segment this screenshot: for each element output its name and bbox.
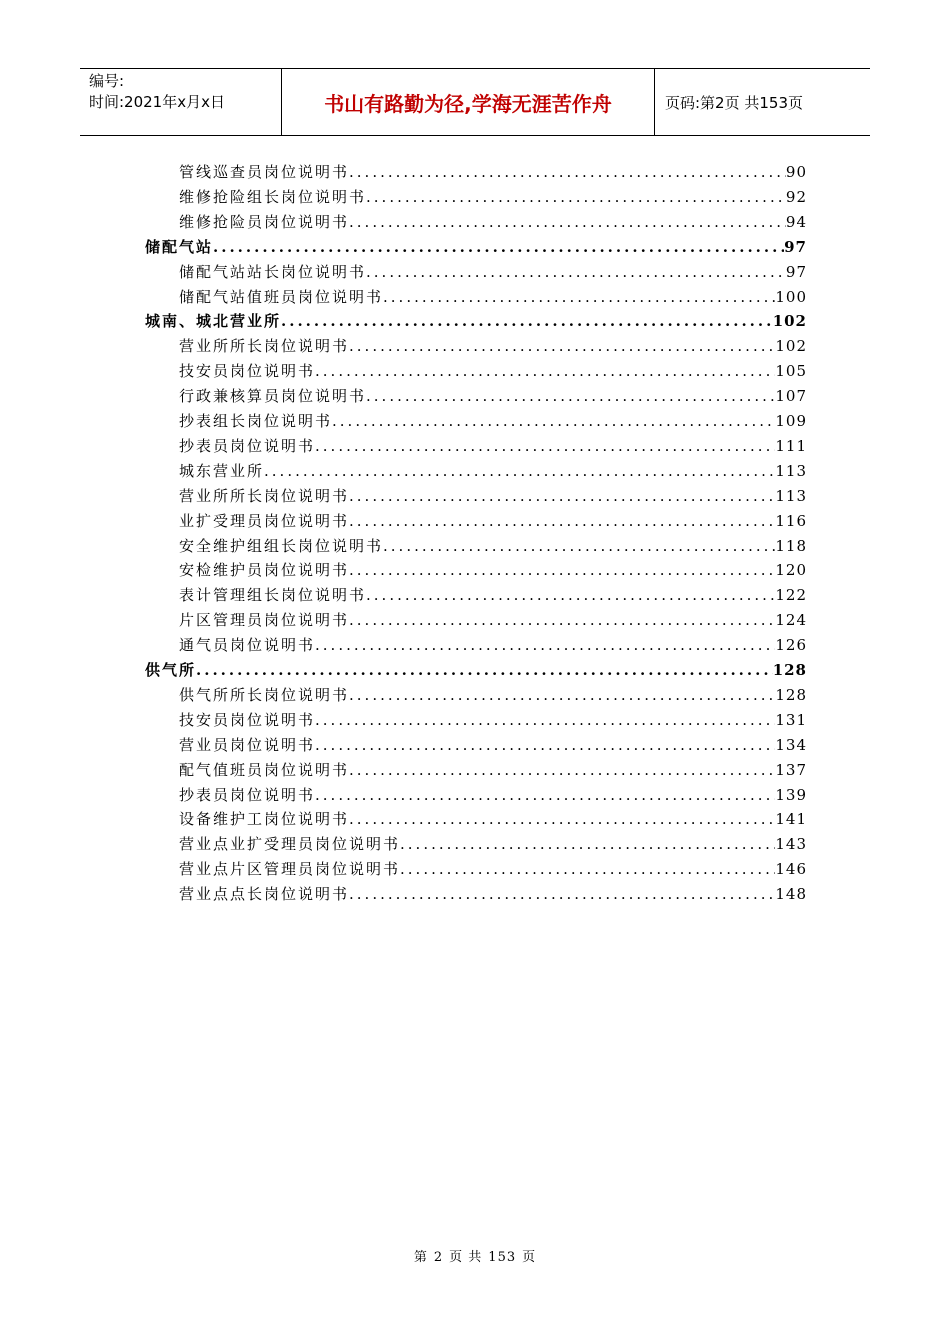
toc-entry-title: 储配气站 <box>145 237 214 256</box>
toc-entry[interactable] <box>179 534 807 558</box>
toc-entry[interactable] <box>179 359 807 383</box>
toc-entry-page: 113 <box>775 486 807 505</box>
toc-leader-dots <box>264 459 775 483</box>
toc-entry[interactable] <box>179 409 807 433</box>
toc-entry-page: 131 <box>775 710 807 729</box>
toc-leader-dots <box>349 210 786 234</box>
toc-leader-dots <box>366 185 786 209</box>
toc-entry-title: 通气员岗位说明书 <box>179 636 316 655</box>
toc-leader-dots <box>349 509 775 533</box>
toc-entry-title: 营业点点长岗位说明书 <box>179 885 350 904</box>
toc-entry[interactable] <box>179 633 807 657</box>
toc-leader-dots <box>213 235 784 259</box>
toc-entry-page: 100 <box>775 287 807 306</box>
toc-entry-title: 储配气站站长岗位说明书 <box>179 262 367 281</box>
toc-entry-page: 124 <box>775 611 807 630</box>
toc-leader-dots <box>315 783 775 807</box>
document-date: 时间:2021年x月x日 <box>89 93 225 111</box>
toc-leader-dots <box>349 334 775 358</box>
toc-entry-title: 营业所所长岗位说明书 <box>179 486 350 505</box>
header-motto: 书山有路勤为径,学海无涯苦作舟 <box>282 69 655 135</box>
toc-leader-dots <box>349 758 775 782</box>
toc-entry-page: 107 <box>775 387 807 406</box>
toc-entry-page: 143 <box>775 835 807 854</box>
toc-entry-page: 122 <box>775 586 807 605</box>
toc-entry-page: 111 <box>775 436 807 455</box>
toc-entry-title: 营业员岗位说明书 <box>179 735 316 754</box>
toc-leader-dots <box>315 359 775 383</box>
toc-leader-dots <box>349 608 775 632</box>
toc-leader-dots <box>366 260 786 284</box>
footer-current-page: 2 <box>433 1250 444 1265</box>
toc-entry-title: 维修抢险员岗位说明书 <box>179 212 350 231</box>
toc-entry[interactable] <box>179 260 807 284</box>
toc-entry[interactable] <box>179 285 807 309</box>
toc-entry[interactable] <box>179 758 807 782</box>
toc-entry[interactable] <box>179 185 807 209</box>
toc-entry-page: 137 <box>775 760 807 779</box>
toc-entry-title: 供气所 <box>145 661 197 679</box>
toc-entry-page: 102 <box>772 312 807 331</box>
toc-entry-page: 102 <box>775 337 807 356</box>
toc-entry-title: 营业所所长岗位说明书 <box>179 337 350 356</box>
toc-leader-dots <box>349 807 775 831</box>
toc-leader-dots <box>281 309 773 333</box>
toc-entry[interactable] <box>179 484 807 508</box>
toc-entry[interactable] <box>179 882 807 906</box>
toc-entry-title: 管线巡查员岗位说明书 <box>179 163 350 181</box>
toc-section-entry[interactable] <box>145 658 807 682</box>
toc-leader-dots <box>366 583 775 607</box>
toc-leader-dots <box>315 708 775 732</box>
toc-entry-page: 126 <box>775 636 807 655</box>
footer-mid: 页 共 <box>449 1250 483 1265</box>
toc-leader-dots <box>349 160 786 184</box>
toc-entry-title: 行政兼核算员岗位说明书 <box>179 387 367 406</box>
toc-entry-page: 141 <box>775 810 807 829</box>
toc-entry-page: 90 <box>785 163 807 181</box>
toc-entry-page: 116 <box>775 511 807 530</box>
toc-entry-title: 抄表员岗位说明书 <box>179 436 316 455</box>
toc-entry-page: 105 <box>775 362 807 381</box>
toc-entry-title: 技安员岗位说明书 <box>179 362 316 381</box>
toc-leader-dots <box>315 633 775 657</box>
toc-entry-page: 97 <box>785 262 807 281</box>
toc-entry-page: 92 <box>785 187 807 206</box>
toc-entry[interactable] <box>179 509 807 533</box>
toc-entry-title: 抄表员岗位说明书 <box>179 785 316 804</box>
toc-entry[interactable] <box>179 783 807 807</box>
toc-entry[interactable] <box>179 434 807 458</box>
toc-leader-dots <box>315 434 775 458</box>
toc-entry-title: 技安员岗位说明书 <box>179 710 316 729</box>
toc-entry[interactable] <box>179 210 807 234</box>
toc-entry[interactable] <box>179 384 807 408</box>
header-page-info: 页码:第2页 共153页 <box>665 93 803 112</box>
toc-leader-dots <box>349 882 775 906</box>
toc-entry-page: 134 <box>775 735 807 754</box>
toc-leader-dots <box>366 384 775 408</box>
toc-entry-page: 118 <box>775 536 807 555</box>
toc-entry-page: 128 <box>772 661 807 679</box>
page-header <box>80 68 870 136</box>
toc-entry[interactable] <box>179 459 807 483</box>
toc-leader-dots <box>400 832 775 856</box>
toc-entry-page: 128 <box>775 685 807 704</box>
toc-entry[interactable] <box>179 583 807 607</box>
toc-entry-page: 146 <box>775 860 807 879</box>
toc-leader-dots <box>400 857 775 881</box>
toc-entry-title: 城东营业所 <box>179 461 265 480</box>
toc-entry[interactable] <box>179 857 807 881</box>
toc-entry[interactable] <box>179 807 807 831</box>
header-meta <box>80 69 282 135</box>
toc-entry-title: 抄表组长岗位说明书 <box>179 412 333 430</box>
toc-entry-page: 94 <box>785 212 807 231</box>
toc-entry-title: 营业点片区管理员岗位说明书 <box>179 860 401 879</box>
toc-entry-title: 营业点业扩受理员岗位说明书 <box>179 835 401 854</box>
toc-entry-title: 城南、城北营业所 <box>145 312 282 331</box>
page-footer <box>0 1246 950 1265</box>
toc-entry-page: 109 <box>775 412 807 430</box>
toc-entry-title: 设备维护工岗位说明书 <box>179 810 350 829</box>
toc-entry-title: 供气所所长岗位说明书 <box>179 685 350 704</box>
toc-leader-dots <box>332 409 775 433</box>
toc-entry[interactable] <box>179 683 807 707</box>
toc-section-entry[interactable] <box>145 235 807 259</box>
toc-entry[interactable] <box>179 733 807 757</box>
toc-entry[interactable] <box>179 832 807 856</box>
footer-total-pages: 153 <box>488 1250 517 1265</box>
toc-entry[interactable] <box>179 708 807 732</box>
toc-entry-page: 148 <box>775 885 807 904</box>
toc-leader-dots <box>349 558 775 582</box>
toc-entry-page: 139 <box>775 785 807 804</box>
footer-suffix: 页 <box>522 1250 537 1265</box>
toc-entry-page: 120 <box>775 561 807 580</box>
toc-entry-title: 储配气站值班员岗位说明书 <box>179 287 384 306</box>
toc-leader-dots <box>349 484 775 508</box>
toc-entry-title: 维修抢险组长岗位说明书 <box>179 187 367 206</box>
toc-entry-title: 安全维护组组长岗位说明书 <box>179 536 384 555</box>
toc-leader-dots <box>383 534 775 558</box>
toc-entry-title: 表计管理组长岗位说明书 <box>179 586 367 605</box>
toc-entry-page: 113 <box>775 461 807 480</box>
toc-entry-title: 安检维护员岗位说明书 <box>179 561 350 580</box>
toc-entry[interactable] <box>179 608 807 632</box>
toc-entry[interactable] <box>179 334 807 358</box>
toc-leader-dots <box>383 285 775 309</box>
toc-leader-dots <box>196 658 773 682</box>
toc-entry-title: 片区管理员岗位说明书 <box>179 611 350 630</box>
toc-entry[interactable] <box>179 160 807 184</box>
toc-entry-title: 业扩受理员岗位说明书 <box>179 511 350 530</box>
toc-entry-page: 97 <box>784 237 807 256</box>
document-number-label: 编号: <box>89 72 125 90</box>
toc-leader-dots <box>349 683 775 707</box>
toc-entry-title: 配气值班员岗位说明书 <box>179 760 350 779</box>
toc-leader-dots <box>315 733 775 757</box>
footer-prefix: 第 <box>413 1250 428 1265</box>
toc-section-entry[interactable] <box>145 309 807 333</box>
toc-entry[interactable] <box>179 558 807 582</box>
